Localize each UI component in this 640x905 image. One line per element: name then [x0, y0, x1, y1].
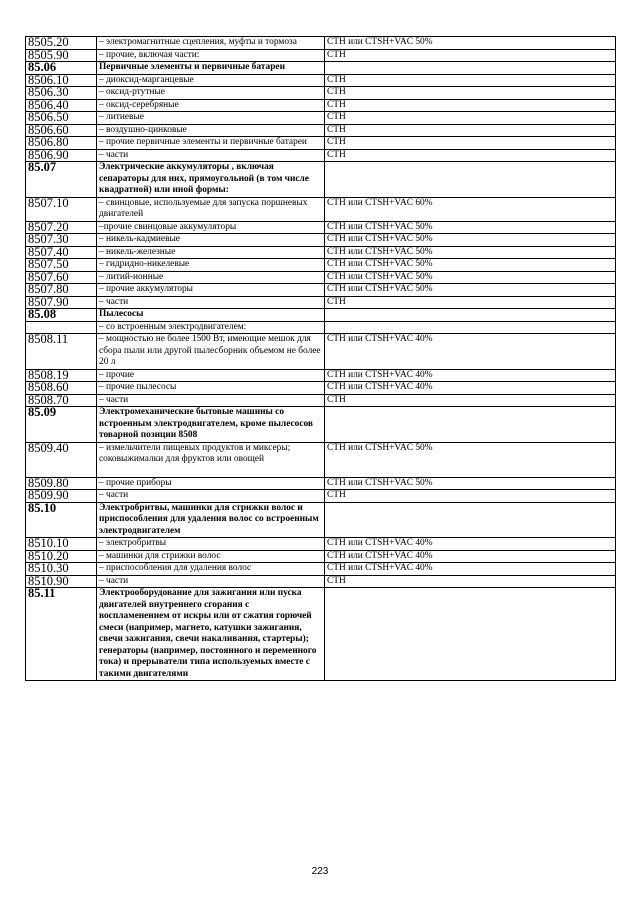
description-cell: – мощностью не более 1500 Вт, имеющие мешок для сбора пыли или другой пылесборник объемом не более 20 л: [97, 334, 325, 370]
origin-rule-cell: CTH: [325, 99, 616, 112]
description-cell: – измельчители пищевых продуктов и миксеры; соковыжималки для фруктов или овощей: [97, 442, 325, 477]
table-row: [26, 49, 616, 62]
hs-code-cell: 85.08: [26, 309, 97, 322]
hs-code-cell: 8506.40: [26, 99, 97, 112]
origin-rule-cell: CTH или CTSH+VAC 40%: [325, 334, 616, 370]
heading-row: [26, 309, 616, 322]
hs-code-cell: 8506.30: [26, 87, 97, 100]
hs-code-cell: 8506.60: [26, 124, 97, 137]
table-row: [26, 382, 616, 395]
hs-code-cell: 8510.30: [26, 563, 97, 576]
origin-rule-cell: CTH или CTSH+VAC 40%: [325, 563, 616, 576]
description-cell: – электробритвы: [97, 538, 325, 551]
description-cell: – части: [97, 296, 325, 309]
origin-rule-cell: [325, 502, 616, 538]
heading-row: [26, 588, 616, 681]
description-cell: – оксид-серебряные: [97, 99, 325, 112]
origin-rule-cell: [325, 321, 616, 334]
description-cell: – прочие пылесосы: [97, 382, 325, 395]
hs-code-cell: 8506.50: [26, 112, 97, 125]
description-cell: – прочие первичные элементы и первичные батареи: [97, 137, 325, 150]
description-cell: –прочие свинцовые аккумуляторы: [97, 221, 325, 234]
hs-code-cell: 8508.19: [26, 369, 97, 382]
hs-code-cell: 85.09: [26, 407, 97, 443]
page-number: 223: [311, 866, 329, 877]
origin-rule-cell: CTH или CTSH+VAC 40%: [325, 550, 616, 563]
hs-code-cell: 8507.30: [26, 234, 97, 247]
table-row: [26, 477, 616, 490]
origin-rule-cell: CTH: [325, 74, 616, 87]
origin-rule-cell: [325, 62, 616, 75]
rules-of-origin-table: [25, 36, 616, 681]
origin-rule-cell: CTH или CTSH+VAC 50%: [325, 442, 616, 477]
description-cell: – части: [97, 575, 325, 588]
origin-rule-cell: CTH или CTSH+VAC 50%: [325, 477, 616, 490]
hs-code-cell: 8507.10: [26, 197, 97, 221]
hs-code-cell: 8506.90: [26, 149, 97, 162]
origin-rule-cell: CTH: [325, 394, 616, 407]
description-cell: – части: [97, 490, 325, 503]
table-row: [26, 197, 616, 221]
hs-code-cell: 85.10: [26, 502, 97, 538]
table-row: [26, 321, 616, 334]
hs-code-cell: 8509.40: [26, 442, 97, 477]
description-cell: – части: [97, 149, 325, 162]
table-row: [26, 246, 616, 259]
origin-rule-cell: CTH: [325, 87, 616, 100]
hs-code-cell: 85.11: [26, 588, 97, 681]
table-row: [26, 137, 616, 150]
description-cell: Первичные элементы и первичные батареи: [97, 62, 325, 75]
table-row: [26, 234, 616, 247]
description-cell: – воздушно-цинковые: [97, 124, 325, 137]
hs-code-cell: 85.06: [26, 62, 97, 75]
hs-code-cell: 8508.60: [26, 382, 97, 395]
origin-rule-cell: CTH или CTSH+VAC 40%: [325, 369, 616, 382]
description-cell: Электробритвы, машинки для стрижки волос и приспособления для удаления волос со встроенным электродвигателем: [97, 502, 325, 538]
hs-code-cell: 8507.50: [26, 259, 97, 272]
origin-rule-cell: CTH: [325, 137, 616, 150]
hs-code-cell: 85.07: [26, 162, 97, 198]
description-cell: – со встроенным электродвигателем:: [97, 321, 325, 334]
table-row: [26, 37, 616, 50]
description-cell: – части: [97, 394, 325, 407]
origin-rule-cell: CTH или CTSH+VAC 50%: [325, 259, 616, 272]
table-row: [26, 563, 616, 576]
description-cell: – прочие аккумуляторы: [97, 284, 325, 297]
description-cell: – приспособления для удаления волос: [97, 563, 325, 576]
table-row: [26, 112, 616, 125]
table-row: [26, 550, 616, 563]
description-cell: Электромеханические бытовые машины со встроенным электродвигателем, кроме пылесосов товарной позиции 8508: [97, 407, 325, 443]
description-cell: – никель-кадмиевые: [97, 234, 325, 247]
origin-rule-cell: CTH или CTSH+VAC 40%: [325, 538, 616, 551]
origin-rule-cell: CTH: [325, 490, 616, 503]
description-cell: – электромагнитные сцепления, муфты и тормоза: [97, 37, 325, 50]
table-row: [26, 490, 616, 503]
table-row: [26, 259, 616, 272]
description-cell: – прочие приборы: [97, 477, 325, 490]
table-row: [26, 334, 616, 370]
hs-code-cell: 8507.20: [26, 221, 97, 234]
table-row: [26, 442, 616, 477]
table-row: [26, 124, 616, 137]
description-cell: – никель-железные: [97, 246, 325, 259]
origin-rule-cell: CTH или CTSH+VAC 60%: [325, 197, 616, 221]
heading-row: [26, 407, 616, 443]
description-cell: Пылесосы: [97, 309, 325, 322]
origin-rule-cell: CTH или CTSH+VAC 50%: [325, 234, 616, 247]
hs-code-cell: 8505.20: [26, 37, 97, 50]
description-cell: – гидридно-никелевые: [97, 259, 325, 272]
hs-code-cell: 8510.20: [26, 550, 97, 563]
origin-rule-cell: CTH или CTSH+VAC 50%: [325, 271, 616, 284]
hs-code-cell: 8510.10: [26, 538, 97, 551]
description-cell: – машинки для стрижки волос: [97, 550, 325, 563]
description-cell: – прочие: [97, 369, 325, 382]
table-row: [26, 575, 616, 588]
table-row: [26, 149, 616, 162]
table-row: [26, 369, 616, 382]
hs-code-cell: 8507.40: [26, 246, 97, 259]
origin-rule-cell: CTH или CTSH+VAC 50%: [325, 37, 616, 50]
description-cell: – прочие, включая части:: [97, 49, 325, 62]
heading-row: [26, 62, 616, 75]
origin-rule-cell: CTH или CTSH+VAC 50%: [325, 284, 616, 297]
hs-code-cell: 8509.80: [26, 477, 97, 490]
description-cell: – оксид-ртутные: [97, 87, 325, 100]
origin-rule-cell: [325, 162, 616, 198]
table-row: [26, 87, 616, 100]
origin-rule-cell: CTH или CTSH+VAC 40%: [325, 382, 616, 395]
table-row: [26, 284, 616, 297]
description-cell: – литиевые: [97, 112, 325, 125]
hs-code-cell: 8506.10: [26, 74, 97, 87]
table-row: [26, 394, 616, 407]
heading-row: [26, 162, 616, 198]
origin-rule-cell: [325, 407, 616, 443]
origin-rule-cell: CTH: [325, 575, 616, 588]
description-cell: Электрооборудование для зажигания или пуска двигателей внутреннего сгорания с воспламенением от искры или от сжатия горючей смеси (например, магнето, катушки зажигания, свечи зажигания, свечи накаливания, стартеры); генераторы (например, постоянного и переменного тока) и прерыватели типа используемых вместе с такими двигателями: [97, 588, 325, 681]
table-row: [26, 296, 616, 309]
table-row: [26, 271, 616, 284]
origin-rule-cell: CTH: [325, 296, 616, 309]
origin-rule-cell: CTH: [325, 112, 616, 125]
hs-code-cell: 8509.90: [26, 490, 97, 503]
table-row: [26, 99, 616, 112]
table-row: [26, 74, 616, 87]
table-row: [26, 221, 616, 234]
hs-code-cell: 8505.90: [26, 49, 97, 62]
hs-code-cell: 8508.70: [26, 394, 97, 407]
origin-rule-cell: CTH: [325, 49, 616, 62]
hs-code-cell: 8508.11: [26, 334, 97, 370]
origin-rule-cell: CTH: [325, 124, 616, 137]
origin-rule-cell: CTH: [325, 149, 616, 162]
description-cell: – диоксид-марганцевые: [97, 74, 325, 87]
hs-code-cell: 8507.60: [26, 271, 97, 284]
hs-code-cell: 8507.80: [26, 284, 97, 297]
heading-row: [26, 502, 616, 538]
origin-rule-cell: [325, 588, 616, 681]
description-cell: – свинцовые, используемые для запуска поршневых двигателей: [97, 197, 325, 221]
origin-rule-cell: CTH или CTSH+VAC 50%: [325, 221, 616, 234]
hs-code-cell: 8506.80: [26, 137, 97, 150]
hs-code-cell: 8507.90: [26, 296, 97, 309]
hs-code-cell: 8510.90: [26, 575, 97, 588]
table-row: [26, 538, 616, 551]
origin-rule-cell: [325, 309, 616, 322]
description-cell: Электрические аккумуляторы , включая сепараторы для них, прямоугольной (в том числе квадратной) или иной формы:: [97, 162, 325, 198]
origin-rule-cell: CTH или CTSH+VAC 50%: [325, 246, 616, 259]
description-cell: – литий-ионные: [97, 271, 325, 284]
